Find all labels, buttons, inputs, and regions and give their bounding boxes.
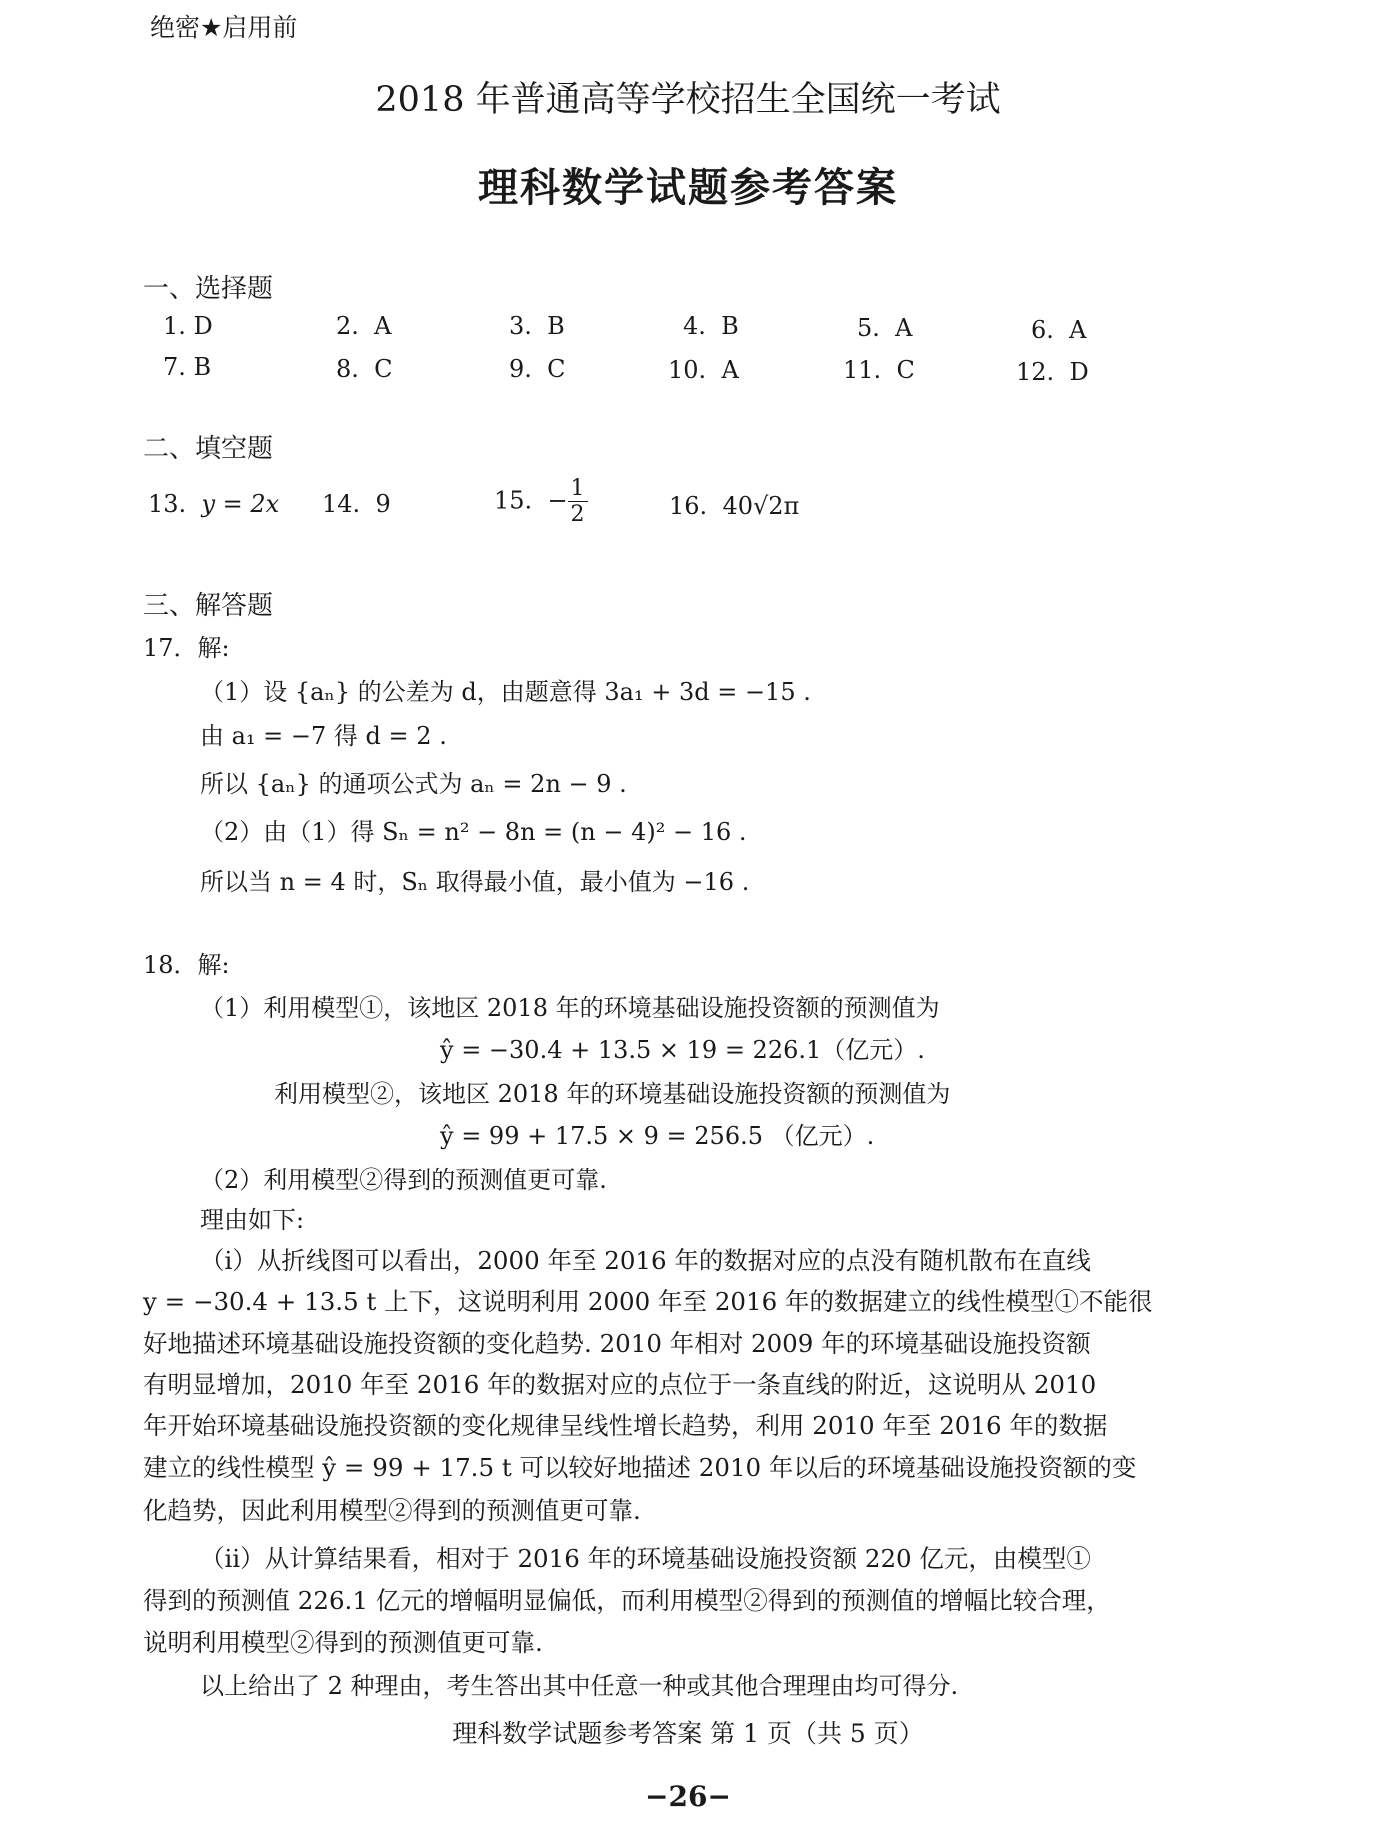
choice-item: 9. C: [509, 355, 566, 383]
choice-item: 7. B: [163, 353, 212, 381]
q18-formula: ŷ = −30.4 + 13.5 × 19 = 226.1（亿元）.: [440, 1036, 925, 1064]
fill-item-13: 13. y = 2x: [148, 490, 280, 518]
fill-heading: 二、填空题: [143, 434, 274, 464]
q17-line: （2）由（1）得 Sₙ = n² − 8n = (n − 4)² − 16 .: [200, 818, 747, 846]
confidential-label: 绝密★启用前: [150, 13, 298, 42]
fraction: $\frac{1}{2}$: [568, 476, 588, 528]
solve-heading: 三、解答题: [143, 591, 274, 621]
paragraph-line: 好地描述环境基础设施投资额的变化趋势. 2010 年相对 2009 年的环境基础设施投资额: [143, 1329, 1091, 1358]
choice-item: 10. A: [668, 356, 739, 384]
grading-note: 以上给出了 2 种理由，考生答出其中任意一种或其他合理理由均可得分.: [200, 1672, 959, 1700]
choice-heading: 一、选择题: [143, 274, 274, 304]
fill-item-14: 14. 9: [322, 490, 391, 518]
fill-item-15: 15. − $\frac{1}{2}$: [494, 476, 588, 528]
q17-line: 由 a₁ = −7 得 d = 2 .: [200, 722, 447, 750]
q18-label: 18．解:: [143, 951, 230, 979]
q18-formula: ŷ = 99 + 17.5 × 9 = 256.5 （亿元）.: [440, 1122, 875, 1150]
fill-item-16: 16. 40√2π: [669, 492, 800, 520]
answer-key-title: 理科数学试题参考答案: [478, 165, 898, 211]
paragraph-line: y = −30.4 + 13.5 t 上下，这说明利用 2000 年至 2016 年的数据建立的线性模型①不能很: [143, 1287, 1153, 1316]
paragraph-line: 化趋势，因此利用模型②得到的预测值更可靠.: [143, 1496, 641, 1525]
page-number: −26−: [645, 1780, 731, 1813]
q17-line: 所以 {aₙ} 的通项公式为 aₙ = 2n − 9 .: [200, 770, 627, 798]
choice-item: 3. B: [509, 312, 565, 340]
choice-item: 12. D: [1016, 358, 1089, 386]
choice-item: 4. B: [683, 312, 739, 340]
choice-item: 11. C: [843, 356, 915, 384]
exam-title: 2018 年普通高等学校招生全国统一考试: [375, 80, 1001, 120]
paragraph-line: （ⅰ）从折线图可以看出，2000 年至 2016 年的数据对应的点没有随机散布在直线: [200, 1246, 1091, 1275]
q18-line: 理由如下:: [200, 1206, 305, 1234]
paragraph-line: 得到的预测值 226.1 亿元的增幅明显偏低，而利用模型②得到的预测值的增幅比较合理，: [143, 1586, 1111, 1615]
choice-item: 1. D: [163, 312, 213, 340]
q17-label: 17．解:: [143, 634, 230, 662]
choice-item: 8. C: [336, 355, 393, 383]
q17-line: （1）设 {aₙ} 的公差为 d，由题意得 3a₁ + 3d = −15 .: [200, 678, 811, 706]
page-footer: 理科数学试题参考答案 第 1 页（共 5 页）: [452, 1719, 924, 1748]
q18-line: （1）利用模型①，该地区 2018 年的环境基础设施投资额的预测值为: [200, 994, 940, 1022]
q18-line: （2）利用模型②得到的预测值更可靠.: [200, 1166, 607, 1194]
q18-line: 利用模型②，该地区 2018 年的环境基础设施投资额的预测值为: [274, 1080, 951, 1108]
paragraph-line: （ⅱ）从计算结果看，相对于 2016 年的环境基础设施投资额 220 亿元，由模型①: [200, 1544, 1091, 1573]
choice-item: 6. A: [1031, 316, 1087, 344]
paragraph-line: 有明显增加，2010 年至 2016 年的数据对应的点位于一条直线的附近，这说明从 2010: [143, 1370, 1097, 1399]
choice-item: 2. A: [336, 312, 392, 340]
paragraph-line: 说明利用模型②得到的预测值更可靠.: [143, 1628, 543, 1657]
paragraph-line: 年开始环境基础设施投资额的变化规律呈线性增长趋势，利用 2010 年至 2016 年的数据: [143, 1411, 1108, 1440]
q17-line: 所以当 n = 4 时，Sₙ 取得最小值，最小值为 −16 .: [200, 868, 750, 896]
choice-item: 5. A: [857, 314, 913, 342]
paragraph-line: 建立的线性模型 ŷ = 99 + 17.5 t 可以较好地描述 2010 年以后的环境基础设施投资额的变: [143, 1453, 1137, 1482]
